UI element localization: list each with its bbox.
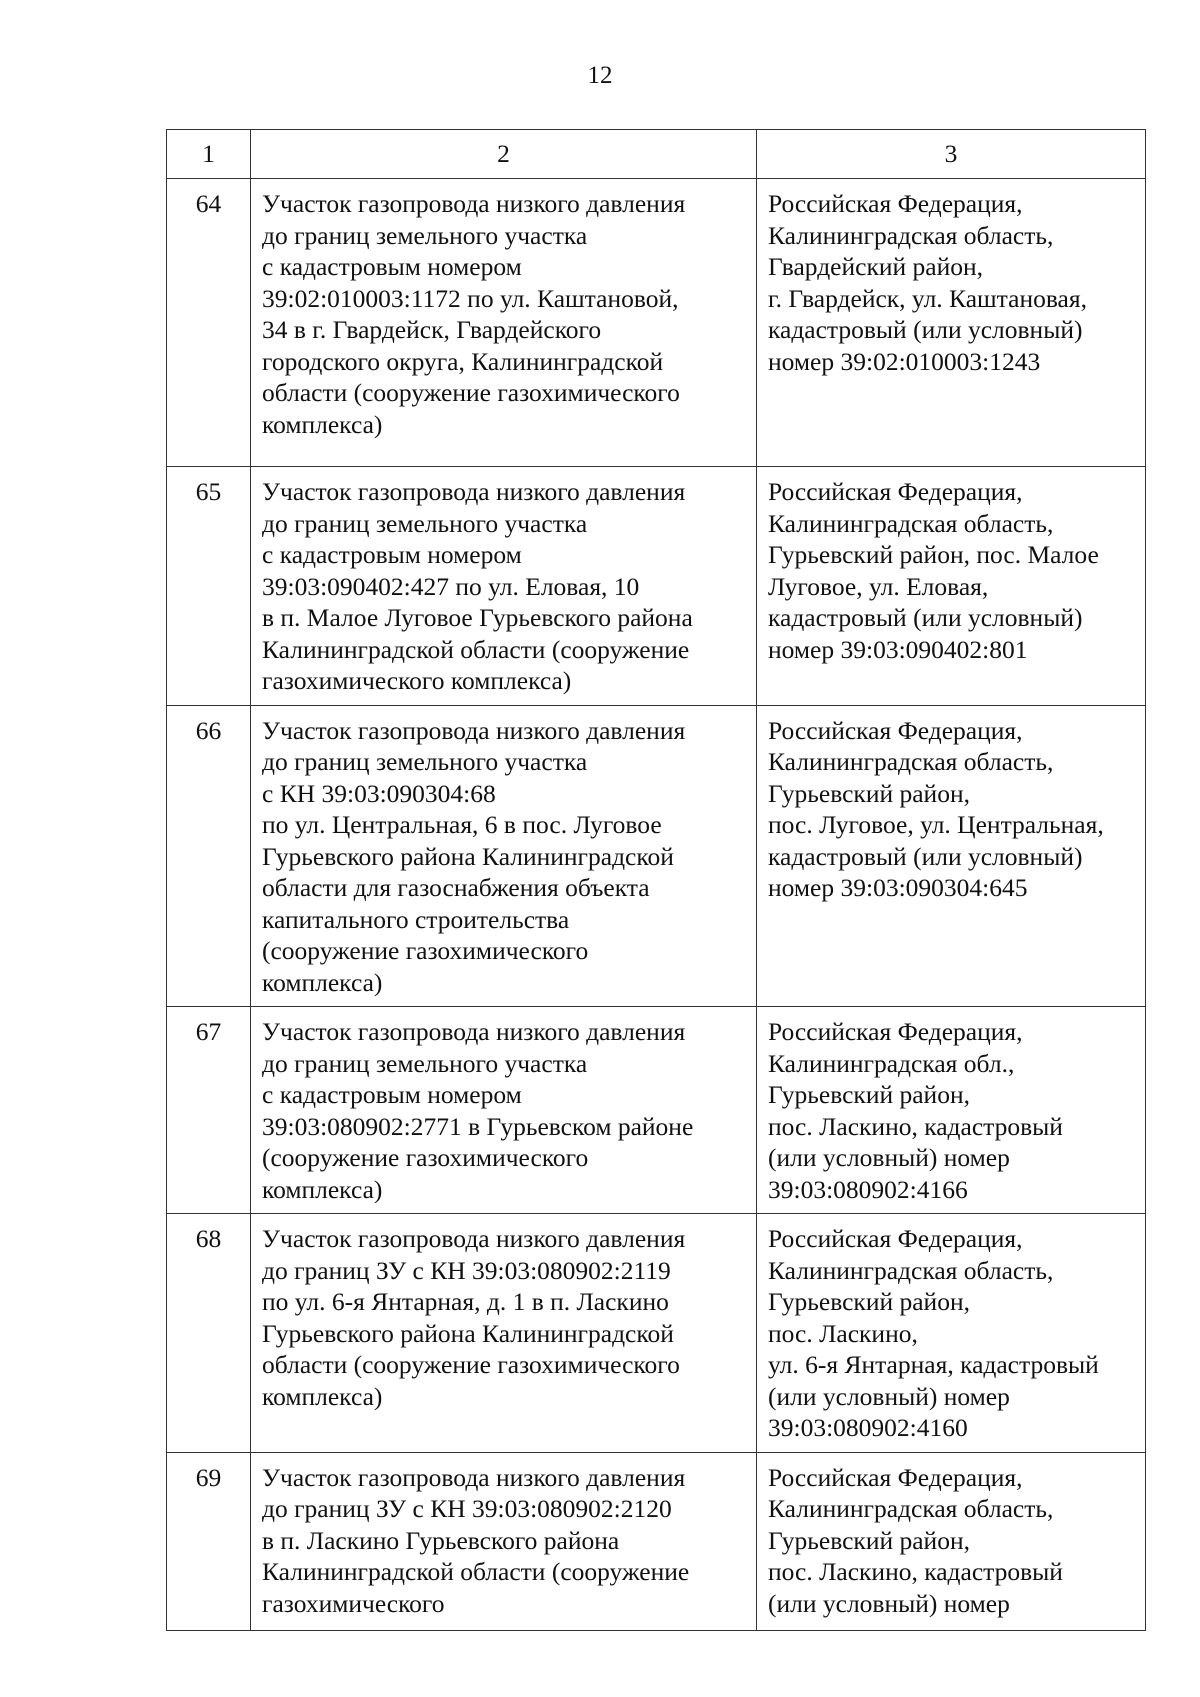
text-line: Российская Федерация, <box>768 1017 1023 1046</box>
table-row <box>167 1452 1146 1630</box>
object-address <box>757 179 1146 467</box>
column-header-address: 3 <box>757 130 1146 179</box>
object-description <box>251 179 757 467</box>
text-line: до границ земельного участка <box>262 220 588 250</box>
text-line: г. Гвардейск, ул. Каштановая, <box>768 283 1087 313</box>
table-row <box>167 705 1146 1007</box>
text-line: комплекса) <box>262 1381 383 1411</box>
table-row <box>167 1214 1146 1453</box>
text-line: капитального строительства <box>262 904 570 934</box>
text-line: Гвардейский район, <box>768 252 984 281</box>
text-line: комплекса) <box>262 1174 383 1204</box>
text-line: Участок газопровода низкого давления <box>262 477 686 506</box>
object-description <box>251 1214 757 1453</box>
text-line: Гурьевского района Калининградской <box>262 1318 674 1348</box>
row-number: 68 <box>167 1214 251 1453</box>
text-line: Гурьевский район, пос. Малое <box>768 540 1099 569</box>
text-line: (сооружение газохимического <box>262 1143 589 1172</box>
text-line: Российская Федерация, <box>768 715 1023 745</box>
text-line: с кадастровым номером <box>262 540 522 569</box>
row-number: 65 <box>167 467 251 706</box>
object-description <box>251 705 757 1007</box>
text-line: 39:03:080902:4160 <box>768 1413 968 1442</box>
text-line: с кадастровым номером <box>262 1080 522 1109</box>
text-line: до границ ЗУ с КН 39:03:080902:2120 <box>262 1494 672 1523</box>
registry-table <box>166 129 1146 1631</box>
text-line: 39:03:090402:427 по ул. Еловая, 10 <box>262 571 640 601</box>
text-line: по ул. 6-я Янтарная, д. 1 в п. Ласкино <box>262 1287 669 1316</box>
text-line: Гурьевский район, <box>768 1525 970 1555</box>
text-line: (или условный) номер <box>768 1381 1010 1411</box>
text-line: Калининградской области (сооружение <box>262 1557 690 1586</box>
text-line: области (сооружение газохимического <box>262 1350 680 1379</box>
object-description <box>251 467 757 706</box>
text-line: Участок газопровода низкого давления <box>262 1462 686 1492</box>
text-line: с кадастровым номером <box>262 252 522 281</box>
text-line: в п. Малое Луговое Гурьевского района <box>262 603 693 632</box>
text-line: ул. 6-я Янтарная, кадастровый <box>768 1350 1099 1379</box>
text-line: до границ ЗУ с КН 39:03:080902:2119 <box>262 1255 671 1285</box>
text-line: Российская Федерация, <box>768 477 1023 506</box>
text-line: кадастровый (или условный) <box>768 841 1083 871</box>
text-line: пос. Ласкино, <box>768 1318 918 1348</box>
text-line: кадастровый (или условный) <box>768 315 1083 344</box>
text-line: Калининградская область, <box>768 1494 1054 1523</box>
text-line: 39:03:080902:4166 <box>768 1174 968 1204</box>
table-row <box>167 467 1146 706</box>
text-line: области (сооружение газохимического <box>262 378 680 407</box>
text-line: (или условный) номер <box>768 1588 1010 1618</box>
text-line: до границ земельного участка <box>262 1048 588 1078</box>
text-line: Гурьевский район, <box>768 1287 970 1316</box>
row-number: 69 <box>167 1452 251 1630</box>
table-row <box>167 1007 1146 1214</box>
text-line: Российская Федерация, <box>768 189 1023 218</box>
text-line: Калининградская область, <box>768 747 1054 776</box>
text-line: Гурьевский район, <box>768 778 970 808</box>
text-line: Калининградская область, <box>768 220 1054 250</box>
column-header-description: 2 <box>251 130 757 179</box>
text-line: Гурьевского района Калининградской <box>262 841 674 871</box>
object-description <box>251 1007 757 1214</box>
text-line: пос. Ласкино, кадастровый <box>768 1111 1063 1141</box>
text-line: номер 39:03:090402:801 <box>768 634 1028 664</box>
text-line: комплекса) <box>262 409 383 439</box>
text-line: комплекса) <box>262 967 383 997</box>
text-line: номер 39:03:090304:645 <box>768 873 1028 902</box>
row-number: 66 <box>167 705 251 1007</box>
text-line: номер 39:02:010003:1243 <box>768 346 1041 376</box>
text-line: газохимического комплекса) <box>262 666 572 695</box>
text-line: Участок газопровода низкого давления <box>262 1017 686 1046</box>
text-line: области для газоснабжения объекта <box>262 873 650 902</box>
text-line: в п. Ласкино Гурьевского района <box>262 1525 620 1555</box>
text-line: Гурьевский район, <box>768 1080 970 1109</box>
text-line: Калининградская обл., <box>768 1048 1015 1078</box>
text-line: Российская Федерация, <box>768 1224 1023 1253</box>
table-row <box>167 179 1146 467</box>
text-line: Участок газопровода низкого давления <box>262 1224 686 1253</box>
text-line: пос. Луговое, ул. Центральная, <box>768 810 1104 839</box>
text-line: газохимического <box>262 1588 445 1618</box>
text-line: Российская Федерация, <box>768 1462 1023 1492</box>
text-line: до границ земельного участка <box>262 508 588 538</box>
row-number: 64 <box>167 179 251 467</box>
object-address <box>757 705 1146 1007</box>
text-line: (сооружение газохимического <box>262 936 589 965</box>
text-line: 39:03:080902:2771 в Гурьевском районе <box>262 1111 694 1141</box>
object-address <box>757 467 1146 706</box>
page-number: 12 <box>587 62 613 89</box>
table-header-row <box>167 130 1146 179</box>
text-line: Калининградская область, <box>768 1255 1054 1285</box>
text-line: до границ земельного участка <box>262 747 588 776</box>
text-line: с КН 39:03:090304:68 <box>262 778 496 808</box>
text-line: Калининградская область, <box>768 508 1054 538</box>
object-description <box>251 1452 757 1630</box>
object-address <box>757 1007 1146 1214</box>
row-number: 67 <box>167 1007 251 1214</box>
text-line: кадастровый (или условный) <box>768 603 1083 632</box>
text-line: Луговое, ул. Еловая, <box>768 571 989 601</box>
text-line: 34 в г. Гвардейск, Гвардейского <box>262 315 602 344</box>
text-line: Калининградской области (сооружение <box>262 634 690 664</box>
column-header-number: 1 <box>167 130 251 179</box>
text-line: городского округа, Калининградской <box>262 346 664 376</box>
text-line: Участок газопровода низкого давления <box>262 715 686 745</box>
text-line: Участок газопровода низкого давления <box>262 189 686 218</box>
text-line: пос. Ласкино, кадастровый <box>768 1557 1063 1586</box>
object-address <box>757 1452 1146 1630</box>
text-line: (или условный) номер <box>768 1143 1010 1172</box>
text-line: 39:02:010003:1172 по ул. Каштановой, <box>262 283 679 313</box>
text-line: по ул. Центральная, 6 в пос. Луговое <box>262 810 662 839</box>
object-address <box>757 1214 1146 1453</box>
